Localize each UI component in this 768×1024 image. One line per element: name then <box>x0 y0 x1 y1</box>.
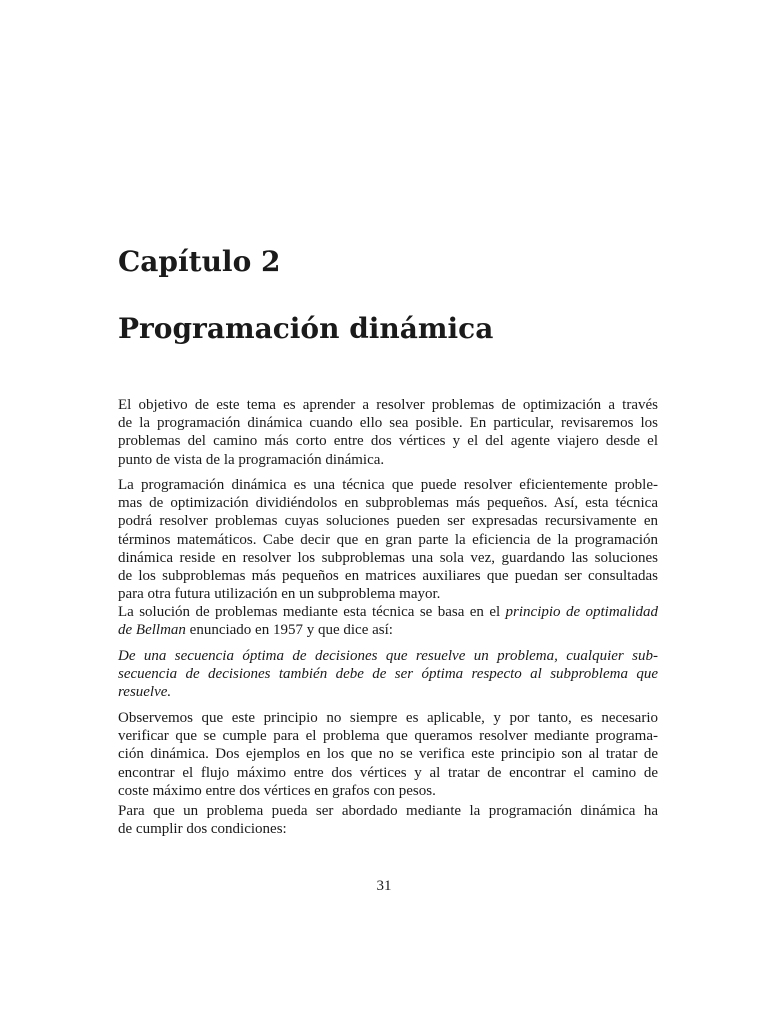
line-text: enunciado en 1957 y que dice así: <box>189 622 393 639</box>
text-line: El objetivo de este tema es aprender a resolver problemas de optimización a través <box>118 397 658 413</box>
chapter-title: Programación dinámica <box>118 312 494 345</box>
text-line: de los subproblemas más pequeños en matrices auxiliares que puedan ser consultadas <box>118 568 658 585</box>
text-line: Observemos que este principio no siempre es aplicable, y por tanto, es necesario <box>118 710 658 726</box>
text-line: resuelve. <box>118 684 172 701</box>
text-line <box>118 621 658 639</box>
text-line: secuencia de decisiones también debe de ser óptima respecto al subproblema que <box>118 666 658 683</box>
emphasis-text: principio de optimalidad <box>505 604 658 620</box>
bellman-paragraph <box>118 603 658 639</box>
text-line: coste máximo entre dos vértices en grafos con pesos. <box>118 782 436 799</box>
emphasis-text: de Bellman <box>118 622 186 639</box>
text-line: La programación dinámica es una técnica que puede resolver eficientemente proble- <box>118 477 658 493</box>
definition-paragraph <box>118 476 658 603</box>
text-line: términos matemáticos. Cabe decir que en gran parte la eficiencia de la programación <box>118 531 658 548</box>
page-number: 31 <box>376 878 392 894</box>
text-line: mas de optimización dividiéndolos en subproblemas más pequeños. Así, esta técnica <box>118 495 658 512</box>
text-line: punto de vista de la programación dinámica. <box>118 451 385 468</box>
line-text: La solución de problemas mediante esta técnica se basa en el <box>118 604 501 620</box>
observation-paragraph <box>118 709 658 800</box>
text-line: ción dinámica. Dos ejemplos en los que no se verifica este principio son al tratar de <box>118 746 658 763</box>
text-line: para otra futura utilización en un subproblema mayor. <box>118 586 441 603</box>
text-line: de la programación dinámica cuando ello sea posible. En particular, revisaremos los <box>118 415 658 432</box>
text-line <box>118 603 658 621</box>
text-line: Para que un problema pueda ser abordado mediante la programación dinámica ha <box>118 803 658 819</box>
text-line: dinámica reside en resolver los subproblemas una sola vez, guardando las soluciones <box>118 549 658 566</box>
intro-paragraph <box>118 396 658 469</box>
conditions-paragraph <box>118 802 658 838</box>
principle-quote <box>118 647 658 702</box>
chapter-number: Capítulo 2 <box>118 245 281 278</box>
text-line: problemas del camino más corto entre dos vértices y el del agente viajero desde el <box>118 433 658 450</box>
text-line: de cumplir dos condiciones: <box>118 821 287 838</box>
text-line: verificar que se cumple para el problema que queramos resolver mediante programa- <box>118 728 658 745</box>
text-line: podrá resolver problemas cuyas soluciones pueden ser expresadas recursivamente en <box>118 513 658 530</box>
text-line: encontrar el flujo máximo entre dos vértices y al tratar de encontrar el camino de <box>118 764 658 781</box>
text-line: De una secuencia óptima de decisiones que resuelve un problema, cualquier sub- <box>118 648 658 664</box>
